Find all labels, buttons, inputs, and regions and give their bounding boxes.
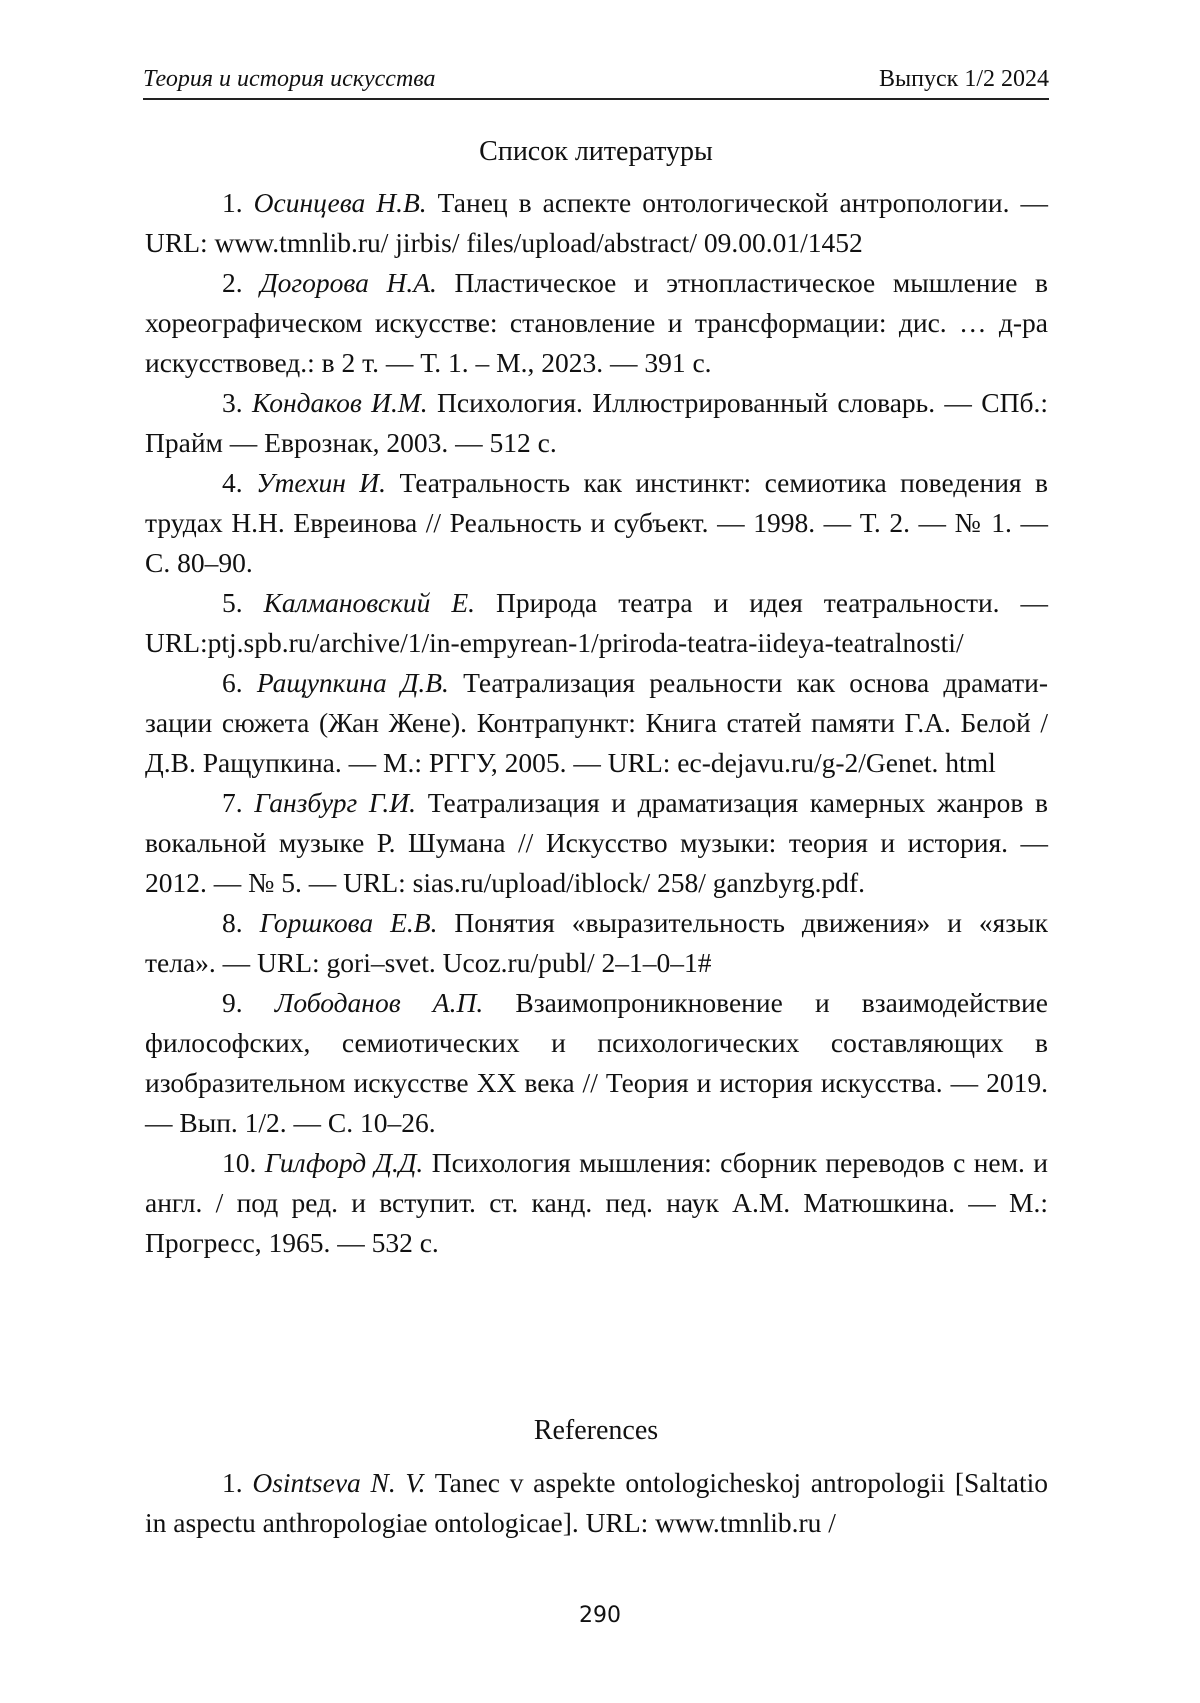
entry-number: 1. xyxy=(222,1467,243,1498)
issue-label: Выпуск 1/2 2024 xyxy=(879,64,1049,94)
entry-author: Кондаков И.М. xyxy=(252,387,428,418)
entry-text: Театрализация реальности как основа драмати­зации сюжета (Жан Жене). Контрапункт: Книга статей памяти Г.А. Бе­лой / Д.В. Ращупкина. — М.: РГГУ, 2005. — URL: ec-dejavu.ru/g-2/Genet. html xyxy=(145,667,1048,778)
running-header xyxy=(143,64,1049,100)
bibliography-title: Список литературы xyxy=(143,135,1049,169)
entry-text: Природа театра и идея театральности. — URL:ptj.spb.ru/archive/1/in-empyrean-1/priroda-teatra-iideya-teatralnosti/ xyxy=(145,587,1048,658)
entry-author: Ращупкина Д.В. xyxy=(257,667,449,698)
journal-page xyxy=(0,0,1200,1703)
entry-number: 2. xyxy=(222,267,243,298)
bibliography-entry xyxy=(145,783,1048,903)
references-list xyxy=(145,1463,1048,1543)
entry-text: Пластическое и этнопластическое мышле­ние в хореографическом искусстве: становление и трансформации: дис. … д-ра искусствовед.: в 2 т. — Т. 1. – М., 2023. — 391 с. xyxy=(145,267,1048,378)
reference-entry xyxy=(145,1463,1048,1543)
entry-author: Догорова Н.А. xyxy=(260,267,437,298)
entry-number: 9. xyxy=(222,987,243,1018)
entry-text: Взаимопроникновение и взаимодействие философских, семиотических и психологических составляющих в изобразительном искусстве XX века // Теория и история искусства. — 2019. — Вып. 1/2. — С. 10–26. xyxy=(145,987,1048,1138)
entry-text: Танец в аспекте онтологической антропологии. — URL: www.tmnlib.ru/ jirbis/ files/upload/abstract/ 09.00.01/1452 xyxy=(145,187,1048,258)
journal-title: Теория и история искусства xyxy=(143,64,436,94)
entry-author: Гилфорд Д.Д. xyxy=(265,1147,424,1178)
entry-author: Лободанов А.П. xyxy=(275,987,483,1018)
bibliography-entry xyxy=(145,983,1048,1143)
page-number: 290 xyxy=(0,1602,1200,1630)
entry-text: Психология. Иллюстрированный словарь. — СПб.: Прайм — Еврознак, 2003. — 512 с. xyxy=(145,387,1048,458)
bibliography-entry xyxy=(145,903,1048,983)
entry-number: 10. xyxy=(222,1147,256,1178)
entry-author: Калмановский Е. xyxy=(264,587,475,618)
bibliography-list xyxy=(145,183,1048,1263)
entry-author: Osintseva N. V. xyxy=(252,1467,425,1498)
entry-text: Tanec v aspekte ontologicheskoj antropologii [Saltatio in aspectu anthropologiae ontologicae]. URL: www.tmnlib.ru / xyxy=(145,1467,1048,1538)
entry-author: Осинцева Н.В. xyxy=(254,187,427,218)
entry-text: Театральность как инстинкт: семиотика пове­дения в трудах Н.Н. Евреинова // Реальность и субъект. — 1998. — Т. 2. — № 1. — С. 80–90. xyxy=(145,467,1048,578)
entry-text: Понятия «выразительность движения» и «язык тела». — URL: gori–svet. Ucoz.ru/publ/ 2–1–0–1# xyxy=(145,907,1048,978)
entry-text: Психология мышления: сборник переводов с нем. и англ. / под ред. и вступит. ст. канд. пед. наук А.М. Матюшки­на. — М.: Прогресс, 1965. — 532 с. xyxy=(145,1147,1048,1258)
references-title: References xyxy=(143,1414,1049,1448)
bibliography-entry xyxy=(145,383,1048,463)
bibliography-entry xyxy=(145,1143,1048,1263)
bibliography-entry xyxy=(145,663,1048,783)
entry-number: 4. xyxy=(222,467,243,498)
bibliography-entry xyxy=(145,183,1048,263)
entry-number: 5. xyxy=(222,587,243,618)
bibliography-entry xyxy=(145,263,1048,383)
entry-author: Утехин И. xyxy=(256,467,386,498)
entry-number: 1. xyxy=(222,187,243,218)
entry-number: 7. xyxy=(222,787,243,818)
entry-number: 6. xyxy=(222,667,243,698)
entry-author: Горшкова Е.В. xyxy=(260,907,438,938)
entry-number: 8. xyxy=(222,907,243,938)
entry-text: Театрализация и драматизация камерных жанров в вокальной музыке Р. Шумана // Искусство музыки: тео­рия и история. — 2012. — № 5. — URL: sias.ru/upload/iblock/ 258/ ganzbyrg.pdf. xyxy=(145,787,1048,898)
entry-author: Ганзбург Г.И. xyxy=(254,787,416,818)
bibliography-entry xyxy=(145,463,1048,583)
bibliography-entry xyxy=(145,583,1048,663)
entry-number: 3. xyxy=(222,387,243,418)
